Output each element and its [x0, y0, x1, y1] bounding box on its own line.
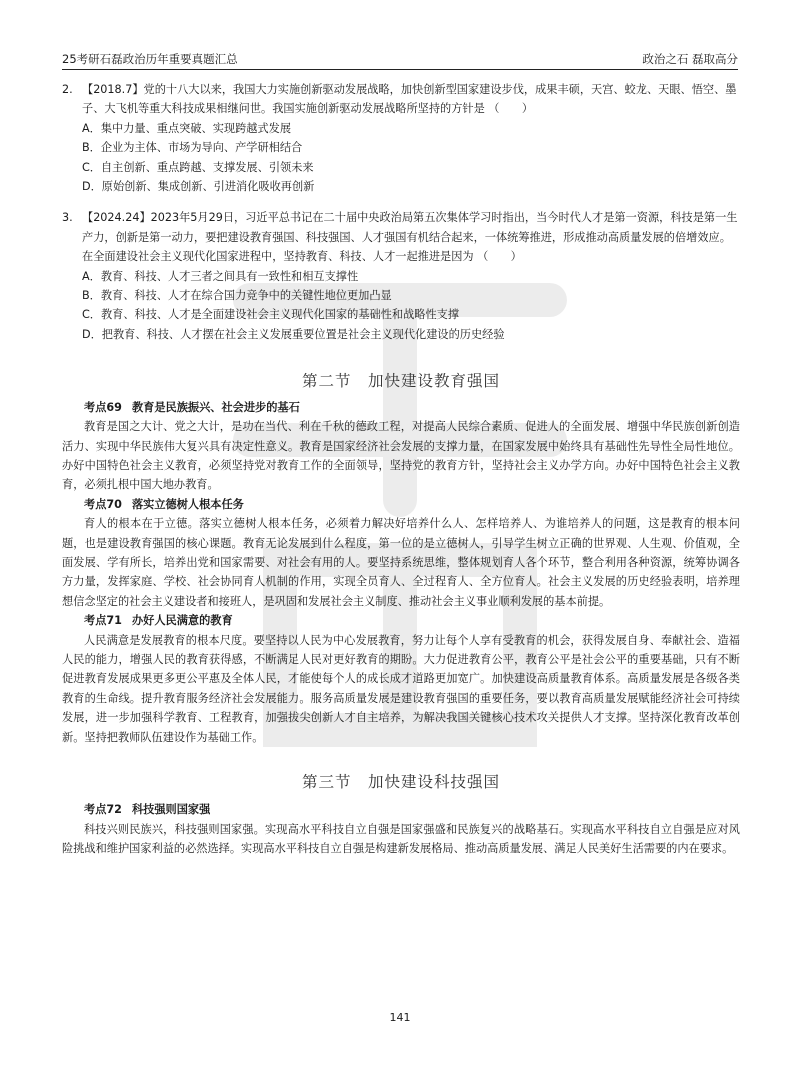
option-c: C．教育、科技、人才是全面建设社会主义现代化国家的基础性和战略性支撑 — [82, 308, 460, 322]
option-b: B．企业为主体、市场为导向、产学研相结合 — [82, 141, 303, 155]
point-paragraph: 育人的根本在于立德。落实立德树人根本任务，必须着力解决好培养什么人、怎样培养人、为谁培养人的问题，这是教育的根本问题，也是建设教育强国的核心课题。教育无论发展到什么程度，第一位的是立德树人，引导学生树立正确的世界观、人生观、价值观，全面发展、学有所长，培养出党和国家需要、对社会有用的人。要坚持系统思维，整体规划育人各个环节，整合利用各种资源，统筹协调各方力量，发挥家庭、学校、社会协同育人机制的作用，实现全员育人、全过程育人、全方位育人。社会主义发展的历史经验表明，培养理想信念坚定的社会主义建设者和接班人，是巩固和发展社会主义制度、推动社会主义事业顺利发展的基本前提。 — [62, 517, 740, 608]
page-number: 141 — [389, 1011, 411, 1024]
point-label: 考点71 — [84, 614, 122, 628]
point-title — [62, 495, 740, 514]
question-text: 【2018.7】党的十八大以来，我国大力实施创新驱动发展战略，加快创新型国家建设步伐，成果丰硕，天宫、蛟龙、天眼、悟空、墨子、大飞机等重大科技成果相继问世。我国实施创新驱动发展战略所坚持的方针是 （ ） — [82, 83, 737, 116]
point-name: 科技强则国家强 — [131, 803, 211, 817]
question-text: 【2024.24】2023年5月29日，习近平总书记在二十届中央政治局第五次集体学习时指出，当今时代人才是第一资源，科技是第一生产力，创新是第一动力，要把建设教育强国、科技强国、人才强国有机结合起来，一体统筹推进，形成推动高质量发展的倍增效应。在全面建设社会主义现代化国家进程中，坚持教育、科技、人才一起推进是因为 （ ） — [82, 211, 738, 264]
option-a: A．集中力量、重点突破、实现跨越式发展 — [82, 121, 292, 135]
question-stem — [62, 208, 740, 266]
point-paragraph: 科技兴则民族兴，科技强则国家强。实现高水平科技自立自强是国家强盛和民族复兴的战略基石。实现高水平科技自立自强是应对风险挑战和维护国家利益的必然选择。实现高水平科技自立自强是构建新发展格局、推动高质量发展、满足人民美好生活需要的内在要求。 — [62, 822, 740, 856]
header-slogan: 政治之石 磊取高分 — [642, 52, 738, 66]
point-label: 考点69 — [84, 400, 122, 414]
point-paragraph: 人民满意是发展教育的根本尺度。要坚持以人民为中心发展教育，努力让每个人享有受教育的机会，获得发展自身、奉献社会、造福人民的能力，增强人民的教育获得感，不断满足人民对更好教育的期盼。大力促进教育公平，教育公平是社会公平的重要基础，只有不断促进教育发展成果更多更公平惠及全体人民，才能使每个人的成长成才道路更加宽广。加快建设高质量教育体系。高质量发展是各级各类教育的生命线。提升教育服务经济社会发展能力。服务高质量发展是建设教育强国的重要任务，要以教育高质量发展赋能经济社会可持续发展，进一步加强科学教育、工程教育，加强拔尖创新人才自主培养，为解决我国关键核心技术攻关提供人才支撑。坚持深化教育改革创新。坚持把教师队伍建设作为基础工作。 — [62, 633, 740, 744]
question-2 — [62, 80, 740, 196]
point-name: 教育是民族振兴、社会进步的基石 — [131, 400, 300, 414]
option-d: D．把教育、科技、人才摆在社会主义发展重要位置是社会主义现代化建设的历史经验 — [82, 327, 505, 341]
section-title-technology: 第三节 加快建设科技强国 — [301, 773, 500, 791]
section-title-education: 第二节 加快建设教育强国 — [301, 372, 500, 391]
point-title — [62, 611, 740, 630]
option-b: B．教育、科技、人才在综合国力竞争中的关键性地位更加凸显 — [82, 289, 392, 303]
option-c: C．自主创新、重点跨越、支撑发展、引领未来 — [82, 160, 314, 174]
point-name: 落实立德树人根本任务 — [131, 497, 244, 511]
page-content — [62, 80, 740, 859]
point-title — [62, 800, 740, 819]
option-a: A．教育、科技、人才三者之间具有一致性和相互支撑性 — [82, 269, 359, 283]
option-d: D．原始创新、集成创新、引进消化吸收再创新 — [82, 180, 315, 194]
question-number: 2. — [62, 83, 73, 96]
point-name: 办好人民满意的教育 — [131, 614, 233, 628]
question-3 — [62, 208, 740, 344]
point-label: 考点72 — [84, 803, 122, 817]
question-stem — [62, 80, 740, 119]
header-title: 25考研石磊政治历年重要真题汇总 — [62, 52, 238, 66]
point-label: 考点70 — [84, 497, 122, 511]
question-number: 3. — [62, 211, 73, 225]
point-paragraph: 教育是国之大计、党之大计，是功在当代、利在千秋的德政工程，对提高人民综合素质、促进人的全面发展、增强中华民族创新创造活力、实现中华民族伟大复兴具有决定性意义。教育是国家经济社会发展的支撑力量，在国家发展中始终具有基础性先导性全局性地位。办好中国特色社会主义教育，必须坚持党对教育工作的全面领导，坚持党的教育方针，坚持社会主义办学方向。办好中国特色社会主义教育，必须扎根中国大地办教育。 — [62, 420, 740, 492]
page-header — [62, 47, 738, 70]
point-title — [62, 398, 740, 417]
